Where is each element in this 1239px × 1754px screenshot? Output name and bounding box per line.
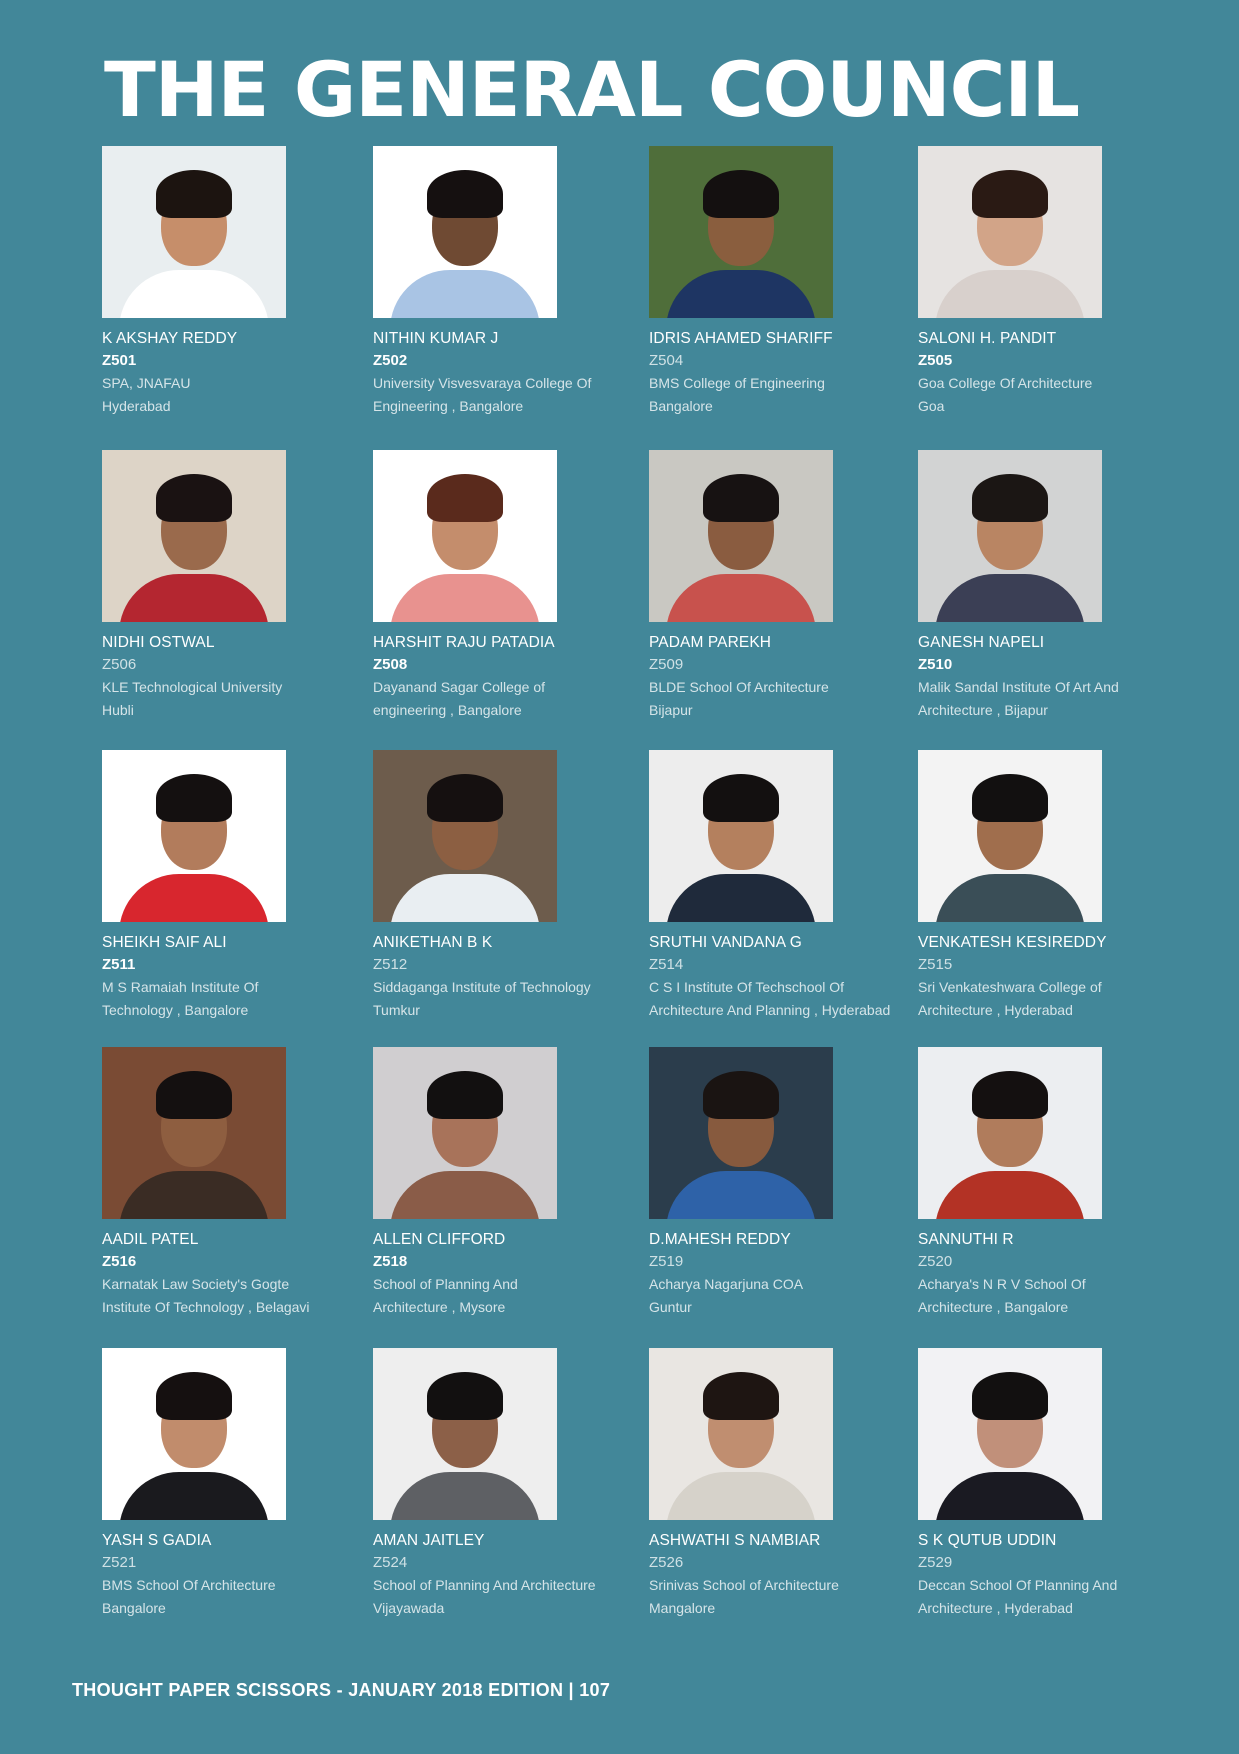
member-location: Tumkur <box>373 1002 420 1018</box>
member-location: Hubli <box>102 702 134 718</box>
member-id: Z509 <box>649 656 684 673</box>
member-institution: KLE Technological University <box>102 679 283 695</box>
member-institution: University Visvesvaraya College Of <box>373 375 592 391</box>
member-location: Engineering , Bangalore <box>373 398 524 414</box>
member-id: Z501 <box>102 352 137 369</box>
member-name: AMAN JAITLEY <box>373 1532 485 1549</box>
member-name: HARSHIT RAJU PATADIA <box>373 634 555 651</box>
member-id: Z512 <box>373 956 408 973</box>
member-id: Z529 <box>918 1554 953 1571</box>
member-card <box>649 146 919 418</box>
member-id: Z508 <box>373 656 408 673</box>
member-name: NIDHI OSTWAL <box>102 634 215 651</box>
member-card <box>102 1047 372 1319</box>
member-photo <box>102 450 286 622</box>
member-photo <box>918 450 1102 622</box>
member-photo <box>918 1348 1102 1520</box>
member-institution: Sri Venkateshwara College of <box>918 979 1102 995</box>
member-institution: Acharya's N R V School Of <box>918 1276 1086 1292</box>
member-photo <box>918 146 1102 318</box>
member-institution: Acharya Nagarjuna COA <box>649 1276 804 1292</box>
member-name: SHEIKH SAIF ALI <box>102 934 227 951</box>
member-location: Architecture , Hyderabad <box>918 1002 1073 1018</box>
member-location: Goa <box>918 398 945 414</box>
member-card <box>649 1047 919 1319</box>
member-name: AADIL PATEL <box>102 1231 199 1248</box>
member-location: Architecture , Bijapur <box>918 702 1048 718</box>
member-id: Z506 <box>102 656 137 673</box>
member-location: Architecture And Planning , Hyderabad <box>649 1002 891 1018</box>
member-photo <box>373 750 557 922</box>
member-name: S K QUTUB UDDIN <box>918 1532 1057 1549</box>
member-photo <box>918 1047 1102 1219</box>
member-institution: Srinivas School of Architecture <box>649 1577 839 1593</box>
member-id: Z514 <box>649 956 684 973</box>
member-photo <box>649 1348 833 1520</box>
member-institution: Karnatak Law Society's Gogte <box>102 1276 290 1292</box>
member-card <box>918 1047 1188 1319</box>
member-location: Vijayawada <box>373 1600 445 1616</box>
member-id: Z520 <box>918 1253 953 1270</box>
member-institution: M S Ramaiah Institute Of <box>102 979 259 995</box>
member-photo <box>102 146 286 318</box>
member-card <box>373 146 643 418</box>
member-location: Hyderabad <box>102 398 171 414</box>
member-name: D.MAHESH REDDY <box>649 1231 791 1248</box>
member-photo <box>649 450 833 622</box>
member-location: Institute Of Technology , Belagavi <box>102 1299 310 1315</box>
member-photo <box>373 450 557 622</box>
member-institution: C S I Institute Of Techschool Of <box>649 979 845 995</box>
member-location: Mangalore <box>649 1600 716 1616</box>
member-card <box>918 146 1188 418</box>
member-location: Architecture , Hyderabad <box>918 1600 1073 1616</box>
member-card <box>102 1348 372 1620</box>
member-photo <box>373 1047 557 1219</box>
member-name: IDRIS AHAMED SHARIFF <box>649 330 833 347</box>
member-card <box>649 450 919 722</box>
member-name: K AKSHAY REDDY <box>102 330 238 347</box>
page-footer: THOUGHT PAPER SCISSORS - JANUARY 2018 EDITION | 107 <box>72 1680 611 1700</box>
member-card <box>918 750 1188 1022</box>
member-photo <box>649 1047 833 1219</box>
member-id: Z505 <box>918 352 953 369</box>
member-card <box>649 1348 919 1620</box>
member-photo <box>649 750 833 922</box>
member-institution: Dayanand Sagar College of <box>373 679 546 695</box>
member-card <box>373 750 643 1022</box>
member-id: Z511 <box>102 956 136 973</box>
member-name: SRUTHI VANDANA G <box>649 934 802 951</box>
member-location: Bijapur <box>649 702 693 718</box>
member-name: ASHWATHI S NAMBIAR <box>649 1532 821 1549</box>
member-institution: School of Planning And <box>373 1276 518 1292</box>
member-name: YASH S GADIA <box>102 1532 212 1549</box>
member-location: Architecture , Mysore <box>373 1299 506 1315</box>
member-id: Z518 <box>373 1253 408 1270</box>
member-location: Bangalore <box>649 398 713 414</box>
member-card <box>649 750 919 1022</box>
member-location: engineering , Bangalore <box>373 702 522 718</box>
member-location: Technology , Bangalore <box>102 1002 249 1018</box>
member-id: Z521 <box>102 1554 137 1571</box>
page-title: THE GENERAL COUNCIL <box>104 45 1080 134</box>
member-card <box>102 750 372 1022</box>
member-id: Z515 <box>918 956 953 973</box>
member-name: ANIKETHAN B K <box>373 934 493 951</box>
member-photo <box>649 146 833 318</box>
member-card <box>918 1348 1188 1620</box>
member-id: Z502 <box>373 352 408 369</box>
member-id: Z510 <box>918 656 953 673</box>
member-institution: School of Planning And Architecture <box>373 1577 596 1593</box>
member-institution: Malik Sandal Institute Of Art And <box>918 679 1119 695</box>
member-name: ALLEN CLIFFORD <box>373 1231 506 1248</box>
member-institution: Siddaganga Institute of Technology <box>373 979 591 995</box>
member-location: Architecture , Bangalore <box>918 1299 1069 1315</box>
member-id: Z526 <box>649 1554 684 1571</box>
member-id: Z516 <box>102 1253 137 1270</box>
member-photo <box>102 1047 286 1219</box>
member-name: GANESH NAPELI <box>918 634 1045 651</box>
member-card <box>373 450 643 722</box>
member-institution: BLDE School Of Architecture <box>649 679 829 695</box>
member-institution: SPA, JNAFAU <box>102 375 191 391</box>
member-institution: Goa College Of Architecture <box>918 375 1093 391</box>
member-name: SANNUTHI R <box>918 1231 1014 1248</box>
member-id: Z519 <box>649 1253 684 1270</box>
member-card <box>373 1348 643 1620</box>
member-institution: Deccan School Of Planning And <box>918 1577 1118 1593</box>
member-institution: BMS School Of Architecture <box>102 1577 276 1593</box>
member-card <box>918 450 1188 722</box>
member-name: SALONI H. PANDIT <box>918 330 1057 347</box>
member-name: NITHIN KUMAR J <box>373 330 499 347</box>
member-name: VENKATESH KESIREDDY <box>918 934 1107 951</box>
member-id: Z504 <box>649 352 684 369</box>
member-card <box>102 146 372 418</box>
member-photo <box>373 146 557 318</box>
member-card <box>102 450 372 722</box>
member-location: Guntur <box>649 1299 692 1315</box>
member-photo <box>373 1348 557 1520</box>
member-photo <box>102 1348 286 1520</box>
member-photo <box>918 750 1102 922</box>
member-photo <box>102 750 286 922</box>
member-card <box>373 1047 643 1319</box>
member-institution: BMS College of Engineering <box>649 375 825 391</box>
member-location: Bangalore <box>102 1600 166 1616</box>
member-name: PADAM PAREKH <box>649 634 772 651</box>
member-id: Z524 <box>373 1554 408 1571</box>
